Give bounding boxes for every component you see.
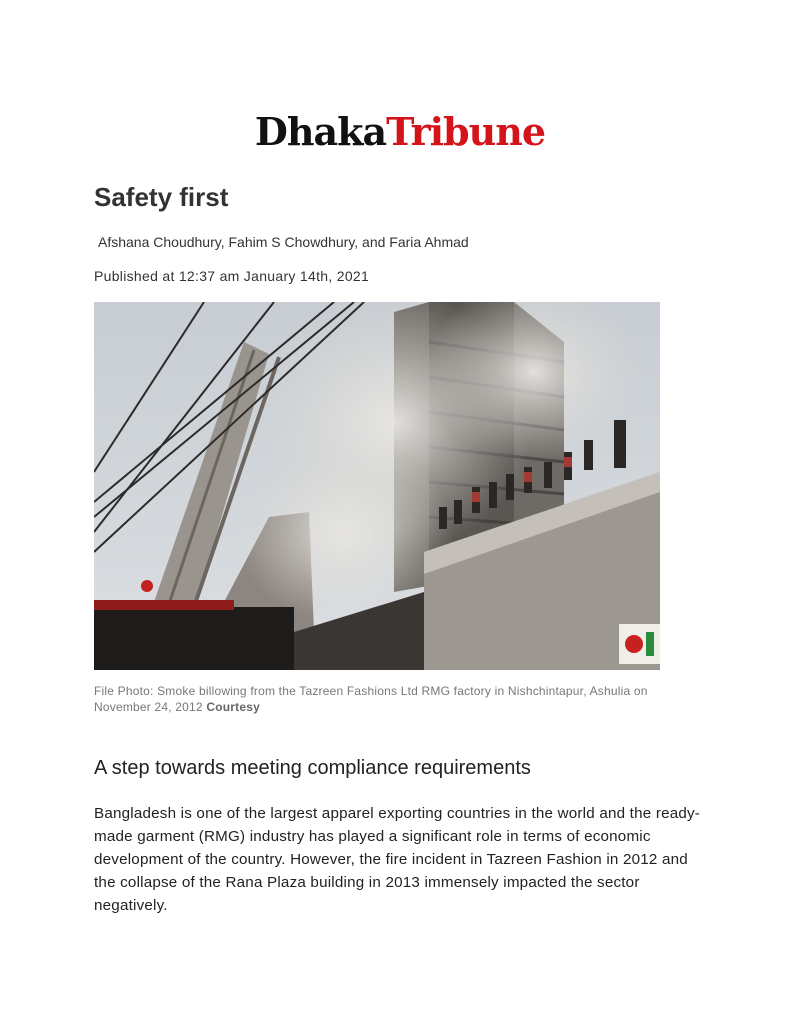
fire-scene-illustration [94, 302, 660, 670]
logo-dhaka: Dhaka [254, 109, 387, 154]
masthead-logo[interactable] [0, 110, 800, 154]
logo-tribune: Tribune [386, 109, 546, 154]
article-authors: Afshana Choudhury, Fahim S Chowdhury, and Faria Ahmad [98, 234, 469, 250]
photo-caption [94, 683, 694, 715]
body-paragraph: Bangladesh is one of the largest apparel exporting countries in the world and the ready-made garment (RMG) industry has played a significant role in terms of economic development of the country. However, the fire incident in Tazreen Fashion in 2012 and the collapse of the Rana Plaza building in 2013 immensely impacted the sector negatively. [94, 805, 701, 914]
publish-date: Published at 12:37 am January 14th, 2021 [94, 268, 370, 284]
caption-credit: Courtesy [206, 700, 260, 714]
article-title: Safety first [94, 182, 229, 212]
caption-text: File Photo: Smoke billowing from the Tazreen Fashions Ltd RMG factory in Nishchintapur, Ashulia on November 24, 2012 [94, 684, 648, 714]
section-subheading: A step towards meeting compliance requirements [94, 757, 531, 779]
article-photo [94, 302, 660, 670]
